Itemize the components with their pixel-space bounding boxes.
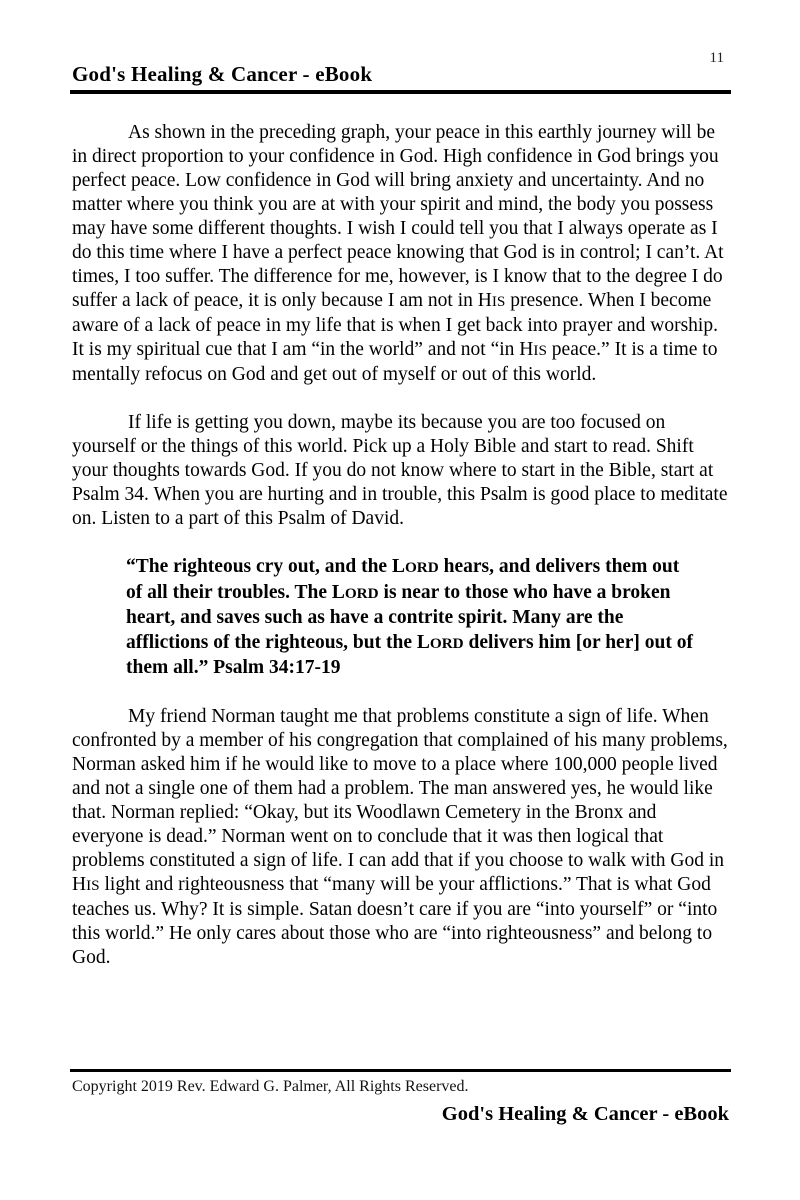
text-run: “The righteous cry out, and the L <box>126 556 405 577</box>
small-caps-text-run: ORD <box>404 559 439 576</box>
text-run: peace.” It is a time to mentally refocus on God and get out of myself or out of this world. <box>72 339 718 385</box>
page-body <box>72 121 732 970</box>
footer-rule <box>70 1069 731 1072</box>
text-run: light and righteousness that “many will be your afflictions.” That is what God teaches us. Why? It is simple. Satan doesn’t care if you are “into yourself” or “into this world.” He only cares about those who are “into righteousness” and belong to God. <box>72 873 718 968</box>
text-run: is near to those who have a broken heart, and saves such as have a contrite spirit. Many are the afflictions of the righteous, but the L <box>126 581 671 653</box>
text-run: If life is getting you down, maybe its because you are too focused on yourself or the things of this world. Pick up a Holy Bible and start to read. Shift your thoughts towards God. If you do not know where to start in the Bible, start at Psalm 34. When you are hurting and in trouble, this Psalm is good place to meditate on. Listen to a part of this Psalm of David. <box>72 412 728 529</box>
text-run: hears, and delivers them out of all their troubles. The L <box>126 556 680 603</box>
paragraph-1 <box>72 121 732 387</box>
text-run: delivers him [or her] out of them all.” Psalm 34:17-19 <box>126 631 693 678</box>
text-run: As shown in the preceding graph, your peace in this earthly journey will be in direct proportion to your confidence in God. High confidence in God brings you perfect peace. Low confidence in God will bring anxiety and uncertainty. And no matter where you think you are at with your spirit and mind, the body you possess may have some different thoughts. I wish I could tell you that I always operate as I do this time where I have a perfect peace knowing that God is in control; I can’t. At times, I too suffer. The difference for me, however, is I know that to the degree I do suffer a lack of peace, it is only because I am not in H <box>72 122 724 311</box>
small-caps-text-run: IS <box>533 342 547 359</box>
copyright-text: Copyright 2019 Rev. Edward G. Palmer, All Rights Reserved. <box>72 1078 469 1095</box>
small-caps-text-run: ORD <box>344 584 379 602</box>
paragraph-3 <box>72 705 732 970</box>
paragraph-2 <box>72 411 732 531</box>
footer-title: God's Healing & Cancer - eBook <box>441 1103 729 1125</box>
small-caps-text-run: IS <box>491 293 506 310</box>
scripture-quote <box>126 555 700 681</box>
header-title: God's Healing & Cancer - eBook <box>72 62 373 86</box>
text-run: My friend Norman taught me that problems constitute a sign of life. When confronted by a member of his congregation that complained of his many problems, Norman asked him if he would like to move to a place where 100,000 people lived and not a single one of them had a problem. The man answered yes, he would like that. Norman replied: “Okay, but its Woodlawn Cemetery in the Bronx and everyone is dead.” Norman went on to conclude that it was then logical that problems constituted a sign of life. I can add that if you choose to walk with God in H <box>72 705 728 895</box>
header-rule <box>70 90 731 94</box>
page-header <box>72 61 731 94</box>
small-caps-text-run: IS <box>86 876 100 894</box>
text-run: presence. When I become aware of a lack of peace in my life that is when I get back into prayer and worship. It is my spiritual cue that I am “in the world” and not “in H <box>72 290 718 360</box>
small-caps-text-run: ORD <box>429 634 464 652</box>
page-number: 11 <box>709 50 724 66</box>
